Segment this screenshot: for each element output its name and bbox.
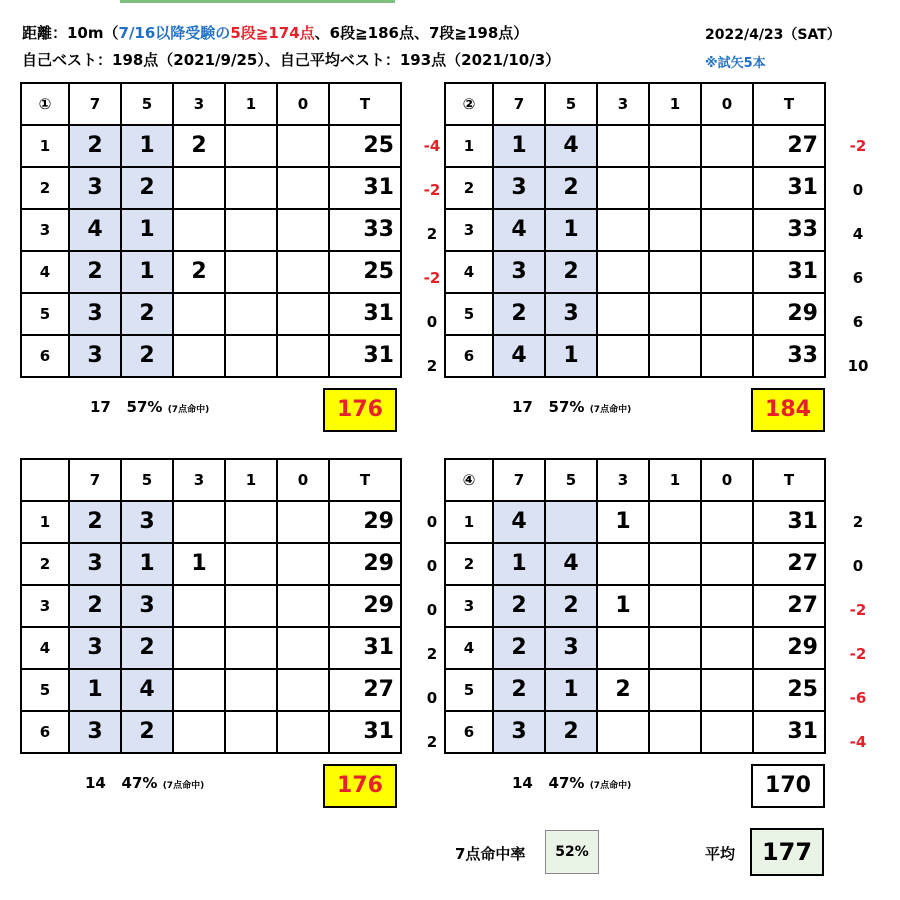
table-row (21, 543, 401, 585)
end-total: 31 (329, 335, 401, 377)
count-cell-c0 (277, 585, 329, 627)
count-cell-c0 (277, 167, 329, 209)
score-table-4 (444, 458, 826, 754)
delta-value: 0 (852, 557, 864, 575)
count-cell-c3 (173, 627, 225, 669)
end-total: 31 (329, 293, 401, 335)
round-total: 170 (751, 764, 825, 808)
end-total: 27 (753, 125, 825, 167)
delta-value: 0 (426, 601, 438, 619)
delta-value: -4 (849, 733, 867, 751)
count-cell-c1 (225, 251, 277, 293)
table-row (445, 543, 825, 585)
count-cell-c1 (649, 711, 701, 753)
delta-value: 0 (426, 513, 438, 531)
count-cell-c7: 2 (493, 627, 545, 669)
count-cell-c5: 4 (545, 543, 597, 585)
end-total: 33 (753, 335, 825, 377)
column-header: T (753, 459, 825, 501)
end-total: 25 (329, 125, 401, 167)
hit-count: 17 (90, 398, 111, 416)
count-cell-c0 (701, 669, 753, 711)
table-row (21, 335, 401, 377)
column-header: 0 (277, 459, 329, 501)
end-total: 31 (753, 167, 825, 209)
hit-count: 14 (512, 774, 533, 792)
delta-value: 4 (852, 225, 864, 243)
count-cell-c0 (277, 125, 329, 167)
end-total: 25 (329, 251, 401, 293)
delta-value: -2 (423, 181, 441, 199)
column-header: 0 (701, 459, 753, 501)
column-header: 5 (545, 83, 597, 125)
count-cell-c3: 2 (597, 669, 649, 711)
count-cell-c1 (225, 585, 277, 627)
count-cell-c1 (649, 125, 701, 167)
count-cell-c5: 2 (121, 335, 173, 377)
count-cell-c3: 1 (597, 501, 649, 543)
count-cell-c5: 2 (545, 711, 597, 753)
count-cell-c7: 3 (493, 711, 545, 753)
end-number: 1 (445, 501, 493, 543)
hit-note: (7点命中) (162, 781, 205, 791)
count-cell-c1 (225, 335, 277, 377)
table-row (445, 627, 825, 669)
count-cell-c1 (225, 627, 277, 669)
count-cell-c5: 1 (121, 209, 173, 251)
hit-count: 14 (85, 774, 106, 792)
count-cell-c7: 3 (493, 167, 545, 209)
count-cell-c7: 2 (69, 585, 121, 627)
end-total: 29 (753, 293, 825, 335)
count-cell-c1 (649, 167, 701, 209)
count-cell-c5: 2 (121, 627, 173, 669)
count-cell-c3 (597, 627, 649, 669)
count-cell-c7: 4 (69, 209, 121, 251)
count-cell-c7: 4 (493, 209, 545, 251)
count-cell-c5: 2 (121, 711, 173, 753)
hit-note: (7点命中) (589, 405, 632, 415)
hit-note: (7点命中) (589, 781, 632, 791)
delta-value: 6 (852, 313, 864, 331)
count-cell-c0 (277, 543, 329, 585)
end-number: 6 (445, 335, 493, 377)
count-cell-c5: 3 (121, 501, 173, 543)
count-cell-c0 (701, 711, 753, 753)
header-line-1 (22, 22, 560, 43)
count-cell-c1 (225, 209, 277, 251)
end-number: 3 (445, 585, 493, 627)
table-row (21, 585, 401, 627)
table-row (445, 711, 825, 753)
table-header-row (21, 83, 401, 125)
count-cell-c1 (649, 251, 701, 293)
hit-summary (512, 774, 631, 792)
count-cell-c0 (701, 293, 753, 335)
count-cell-c0 (701, 585, 753, 627)
header-blue-text: 7/16以降受験の (118, 24, 231, 42)
count-cell-c1 (225, 167, 277, 209)
end-number: 3 (21, 585, 69, 627)
count-cell-c3 (173, 711, 225, 753)
count-cell-c0 (701, 335, 753, 377)
table-row (21, 167, 401, 209)
count-cell-c0 (701, 627, 753, 669)
table-row (21, 125, 401, 167)
end-total: 27 (753, 543, 825, 585)
delta-value: 6 (852, 269, 864, 287)
end-number: 1 (21, 125, 69, 167)
count-cell-c7: 3 (69, 543, 121, 585)
count-cell-c1 (225, 711, 277, 753)
count-cell-c3 (173, 335, 225, 377)
end-number: 1 (445, 125, 493, 167)
count-cell-c3 (173, 501, 225, 543)
delta-value: -6 (849, 689, 867, 707)
end-total: 31 (329, 627, 401, 669)
column-header: 3 (597, 459, 649, 501)
count-cell-c7: 2 (493, 669, 545, 711)
end-total: 31 (329, 167, 401, 209)
hit-summary (85, 774, 204, 792)
count-cell-c7: 3 (69, 627, 121, 669)
count-cell-c3 (597, 209, 649, 251)
count-cell-c3 (173, 669, 225, 711)
round-label: ① (21, 83, 69, 125)
count-cell-c3 (597, 167, 649, 209)
count-cell-c5: 3 (545, 627, 597, 669)
column-header: 1 (649, 83, 701, 125)
count-cell-c7: 4 (493, 501, 545, 543)
end-total: 33 (329, 209, 401, 251)
delta-value: 0 (426, 557, 438, 575)
count-cell-c7: 3 (69, 293, 121, 335)
count-cell-c5: 1 (121, 125, 173, 167)
table-header-row (445, 459, 825, 501)
count-cell-c5: 1 (545, 209, 597, 251)
end-number: 2 (445, 543, 493, 585)
count-cell-c1 (649, 627, 701, 669)
header (22, 22, 560, 70)
count-cell-c5: 1 (121, 251, 173, 293)
end-number: 4 (21, 627, 69, 669)
count-cell-c0 (277, 711, 329, 753)
delta-value: 2 (426, 357, 438, 375)
end-number: 2 (21, 167, 69, 209)
count-cell-c7: 1 (69, 669, 121, 711)
score-table-2 (444, 82, 826, 378)
delta-value: 10 (847, 357, 869, 375)
count-cell-c1 (649, 335, 701, 377)
count-cell-c0 (701, 543, 753, 585)
delta-value: -4 (423, 137, 441, 155)
count-cell-c0 (277, 251, 329, 293)
round-total: 176 (323, 388, 397, 432)
delta-value: 2 (426, 733, 438, 751)
column-header: 7 (69, 459, 121, 501)
count-cell-c1 (225, 293, 277, 335)
header-red-text: 5段≧174点 (230, 24, 315, 42)
count-cell-c1 (225, 125, 277, 167)
round-label (21, 459, 69, 501)
table-row (445, 501, 825, 543)
table-row (21, 209, 401, 251)
end-total: 29 (753, 627, 825, 669)
delta-value: -2 (849, 137, 867, 155)
count-cell-c5: 4 (545, 125, 597, 167)
table-row (445, 293, 825, 335)
delta-value: -2 (849, 645, 867, 663)
count-cell-c1 (225, 501, 277, 543)
count-cell-c7: 2 (69, 501, 121, 543)
count-cell-c1 (649, 585, 701, 627)
count-cell-c7: 3 (69, 711, 121, 753)
count-cell-c0 (277, 669, 329, 711)
end-number: 5 (21, 293, 69, 335)
count-cell-c0 (277, 293, 329, 335)
delta-column (838, 500, 878, 764)
end-total: 25 (753, 669, 825, 711)
end-number: 4 (445, 627, 493, 669)
rate-label: 7点命中率 (455, 845, 526, 863)
end-number: 4 (21, 251, 69, 293)
count-cell-c3: 2 (173, 125, 225, 167)
count-cell-c3: 2 (173, 251, 225, 293)
count-cell-c7: 2 (69, 125, 121, 167)
round-label: ② (445, 83, 493, 125)
delta-value: 2 (426, 645, 438, 663)
count-cell-c1 (225, 543, 277, 585)
hit-rate: 47% (548, 774, 585, 792)
end-total: 31 (753, 251, 825, 293)
table-row (21, 627, 401, 669)
end-number: 5 (445, 293, 493, 335)
end-total: 29 (329, 543, 401, 585)
count-cell-c0 (277, 209, 329, 251)
hit-rate: 47% (121, 774, 158, 792)
count-cell-c5: 1 (121, 543, 173, 585)
count-cell-c5: 2 (545, 585, 597, 627)
average-label: 平均 (705, 845, 736, 863)
table-row (445, 125, 825, 167)
delta-value: 2 (426, 225, 438, 243)
end-number: 6 (445, 711, 493, 753)
count-cell-c3 (597, 335, 649, 377)
count-cell-c7: 2 (69, 251, 121, 293)
count-cell-c3 (597, 543, 649, 585)
hit-summary (90, 398, 209, 416)
count-cell-c3 (597, 293, 649, 335)
table-row (21, 293, 401, 335)
count-cell-c1 (649, 209, 701, 251)
end-total: 27 (329, 669, 401, 711)
average-value-box: 177 (750, 828, 824, 876)
count-cell-c0 (277, 501, 329, 543)
count-cell-c0 (701, 251, 753, 293)
count-cell-c7: 1 (493, 125, 545, 167)
end-number: 6 (21, 335, 69, 377)
end-total: 33 (753, 209, 825, 251)
table-row (21, 501, 401, 543)
count-cell-c5: 4 (121, 669, 173, 711)
count-cell-c3 (597, 125, 649, 167)
hit-note: (7点命中) (167, 405, 210, 415)
column-header: T (753, 83, 825, 125)
end-number: 2 (445, 167, 493, 209)
date: 2022/4/23（SAT） (705, 27, 841, 43)
count-cell-c1 (649, 543, 701, 585)
column-header: 3 (173, 459, 225, 501)
column-header: 7 (493, 459, 545, 501)
count-cell-c3 (173, 209, 225, 251)
end-number: 3 (445, 209, 493, 251)
count-cell-c7: 4 (493, 335, 545, 377)
end-number: 5 (21, 669, 69, 711)
round-total: 176 (323, 764, 397, 808)
count-cell-c7: 3 (69, 335, 121, 377)
end-number: 1 (21, 501, 69, 543)
hit-rate: 57% (126, 398, 163, 416)
column-header: 1 (225, 459, 277, 501)
count-cell-c5 (545, 501, 597, 543)
count-cell-c7: 1 (493, 543, 545, 585)
delta-value: -2 (849, 601, 867, 619)
end-total: 29 (329, 585, 401, 627)
end-number: 6 (21, 711, 69, 753)
column-header: 0 (277, 83, 329, 125)
count-cell-c3 (173, 167, 225, 209)
end-total: 31 (753, 711, 825, 753)
count-cell-c0 (277, 335, 329, 377)
table-row (21, 669, 401, 711)
header-line-2: 自己ベスト：198点（2021/9/25）、自己平均ベスト：193点（2021/10/3） (22, 51, 561, 69)
header-suffix: 、6段≧186点、7段≧198点） (314, 24, 529, 42)
count-cell-c3: 1 (597, 585, 649, 627)
end-number: 2 (21, 543, 69, 585)
column-header: 1 (649, 459, 701, 501)
delta-value: 2 (852, 513, 864, 531)
count-cell-c1 (225, 669, 277, 711)
round-label: ④ (445, 459, 493, 501)
delta-value: 0 (426, 313, 438, 331)
count-cell-c0 (701, 125, 753, 167)
delta-column (838, 124, 878, 388)
column-header: 1 (225, 83, 277, 125)
column-header: 3 (597, 83, 649, 125)
hit-summary (512, 398, 631, 416)
end-total: 31 (329, 711, 401, 753)
column-header: 3 (173, 83, 225, 125)
column-header: T (329, 459, 401, 501)
count-cell-c0 (701, 501, 753, 543)
column-header: 5 (121, 459, 173, 501)
count-cell-c7: 2 (493, 293, 545, 335)
end-total: 31 (753, 501, 825, 543)
count-cell-c0 (701, 209, 753, 251)
table-header-row (21, 459, 401, 501)
count-cell-c5: 3 (545, 293, 597, 335)
header-prefix: 距離：10m（ (22, 24, 119, 42)
column-header: 5 (121, 83, 173, 125)
count-cell-c3 (173, 585, 225, 627)
table-header-row (445, 83, 825, 125)
table-row (445, 251, 825, 293)
end-number: 3 (21, 209, 69, 251)
count-cell-c5: 2 (545, 251, 597, 293)
hit-count: 17 (512, 398, 533, 416)
end-total: 29 (329, 501, 401, 543)
count-cell-c3: 1 (173, 543, 225, 585)
count-cell-c7: 3 (493, 251, 545, 293)
count-cell-c5: 3 (121, 585, 173, 627)
column-header: T (329, 83, 401, 125)
count-cell-c1 (649, 293, 701, 335)
score-table-3 (20, 458, 402, 754)
table-row (21, 711, 401, 753)
table-row (445, 335, 825, 377)
table-row (445, 669, 825, 711)
end-number: 4 (445, 251, 493, 293)
hit-rate: 57% (548, 398, 585, 416)
table-row (21, 251, 401, 293)
count-cell-c5: 2 (121, 167, 173, 209)
top-accent-line (120, 0, 395, 3)
column-header: 5 (545, 459, 597, 501)
count-cell-c3 (597, 251, 649, 293)
count-cell-c3 (173, 293, 225, 335)
delta-value: -2 (423, 269, 441, 287)
count-cell-c0 (277, 627, 329, 669)
table-row (445, 167, 825, 209)
count-cell-c7: 3 (69, 167, 121, 209)
count-cell-c0 (701, 167, 753, 209)
count-cell-c3 (597, 711, 649, 753)
end-total: 27 (753, 585, 825, 627)
table-row (445, 585, 825, 627)
count-cell-c1 (649, 669, 701, 711)
column-header: 0 (701, 83, 753, 125)
delta-value: 0 (426, 689, 438, 707)
count-cell-c5: 1 (545, 669, 597, 711)
end-number: 5 (445, 669, 493, 711)
arrow-note: ※試矢5本 (705, 56, 766, 71)
count-cell-c1 (649, 501, 701, 543)
score-table-1 (20, 82, 402, 378)
table-row (445, 209, 825, 251)
column-header: 7 (69, 83, 121, 125)
count-cell-c5: 2 (121, 293, 173, 335)
rate-value-box: 52% (545, 830, 599, 874)
count-cell-c5: 1 (545, 335, 597, 377)
delta-value: 0 (852, 181, 864, 199)
column-header: 7 (493, 83, 545, 125)
count-cell-c5: 2 (545, 167, 597, 209)
round-total: 184 (751, 388, 825, 432)
count-cell-c7: 2 (493, 585, 545, 627)
